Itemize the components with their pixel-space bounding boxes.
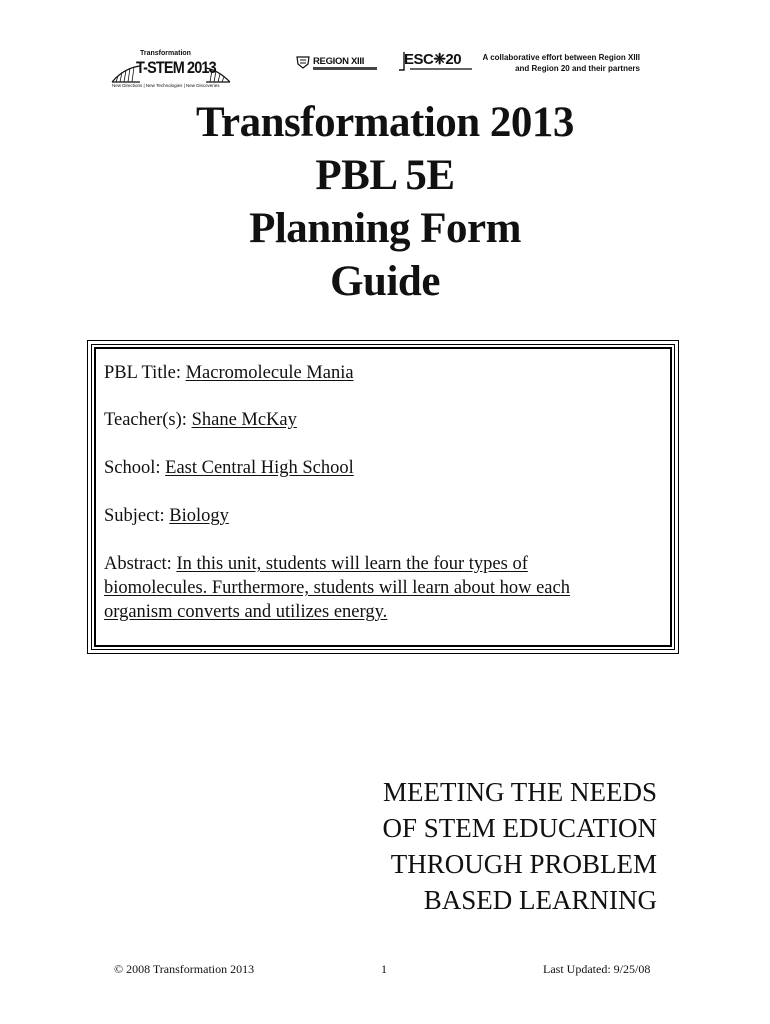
title-line-1: Transformation 2013 — [196, 99, 574, 146]
abstract-line-3: organism converts and utilizes energy. — [104, 602, 388, 622]
title-line-2: PBL 5E — [315, 152, 455, 199]
title-line-4: Guide — [330, 258, 440, 305]
pbl-title-label: PBL Title: — [104, 363, 186, 383]
last-updated-text: Last Updated: 9/25/08 — [543, 962, 651, 976]
tstem-tagline: New Directions | New Technologies | New Discoveries — [112, 83, 220, 88]
region-name: REGION XIII — [313, 56, 365, 67]
info-box-inner-border — [94, 347, 672, 647]
school-value: East Central High School — [165, 458, 354, 478]
region-subtext-bar — [313, 67, 377, 70]
region-xiii-logo — [296, 54, 378, 72]
abstract-line-2: biomolecules. Furthermore, students will learn about how each — [104, 578, 570, 598]
shield-icon — [296, 56, 310, 69]
esc20-logo — [398, 50, 478, 74]
school-label: School: — [104, 458, 166, 478]
tstem-top-text: Transformation — [140, 50, 191, 57]
esc-subtext-bar — [410, 68, 472, 70]
tagline — [382, 774, 657, 918]
title-line-3: Planning Form — [249, 205, 521, 252]
collaboration-note — [476, 52, 640, 74]
subject-label: Subject: — [104, 506, 170, 526]
tagline-line-3: THROUGH PROBLEM — [390, 849, 657, 879]
subject-value: Biology — [169, 506, 229, 526]
collab-line-1: A collaborative effort between Region XIII — [482, 53, 640, 62]
subject-field — [104, 504, 229, 528]
logo-strip — [0, 44, 770, 94]
school-field — [104, 456, 354, 480]
info-box-border — [91, 344, 675, 650]
copyright-text: © 2008 Transformation 2013 — [114, 962, 255, 976]
teacher-value: Shane McKay — [191, 410, 297, 430]
tstem-main-text: T-STEM 2013 — [136, 58, 216, 77]
page-number: 1 — [381, 962, 387, 976]
tagline-line-1: MEETING THE NEEDS — [383, 777, 657, 807]
teacher-label: Teacher(s): — [104, 410, 192, 430]
tstem-logo — [110, 50, 232, 92]
abstract-label: Abstract: — [104, 554, 177, 574]
esc-name: ESC❈20 — [404, 51, 462, 68]
project-info-box — [87, 340, 679, 654]
collab-line-2: and Region 20 and their partners — [515, 64, 640, 73]
teacher-field — [104, 408, 297, 432]
pbl-title-value: Macromolecule Mania — [185, 363, 354, 383]
tagline-line-2: OF STEM EDUCATION — [382, 813, 657, 843]
abstract-line-1: In this unit, students will learn the four types of — [176, 554, 528, 574]
abstract-field — [104, 552, 664, 624]
page-title — [0, 96, 770, 308]
pbl-title-field — [104, 361, 354, 385]
tagline-line-4: BASED LEARNING — [423, 885, 657, 915]
